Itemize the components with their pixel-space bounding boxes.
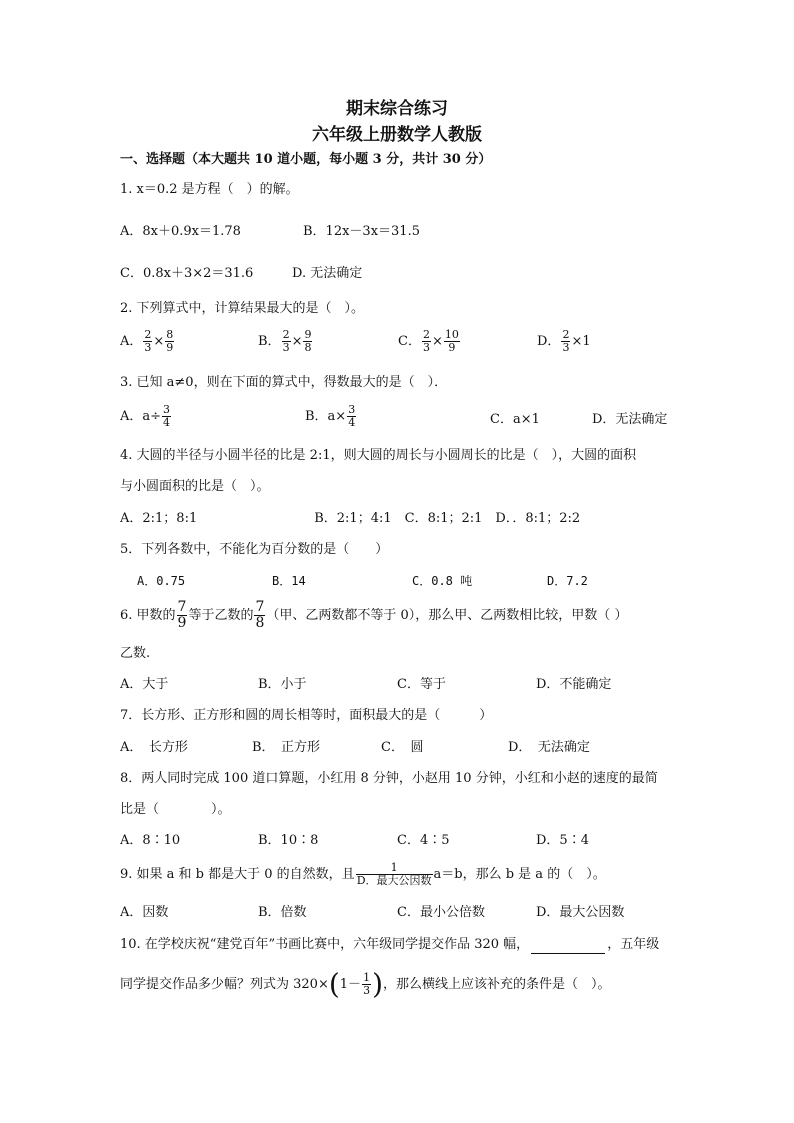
question-8-option-d: D．5∶4 xyxy=(536,833,589,848)
question-9-option-c: C．最小公倍数 xyxy=(397,905,485,920)
question-7-option-c: C． 圆 xyxy=(381,740,424,755)
question-8-option-a: A．8∶10 xyxy=(120,833,181,848)
question-2-option-c: C． $\frac{2}{3}$ × $\frac{10}{9}$ xyxy=(398,328,459,354)
fraction: $\frac{1}{3}$ xyxy=(363,971,371,997)
fraction: $\frac{7}{9}$ xyxy=(177,599,187,631)
question-6-option-c: C．等于 xyxy=(397,677,446,692)
fraction: $\frac{1}{\text{D．最大公因数}}$ xyxy=(356,861,432,887)
question-8-option-c: C．4∶5 xyxy=(397,833,450,848)
question-2-stem: 2. 下列算式中，计算结果最大的是（ ）。 xyxy=(120,301,365,316)
question-2-option-b: B． $\frac{2}{3}$ × $\frac{9}{8}$ xyxy=(258,328,312,354)
option-label: B． xyxy=(258,334,281,349)
question-3-option-c: C．a×1 xyxy=(490,412,540,427)
section-heading: 一、选择题（本大题共 10 道小题，每小题 3 分，共计 30 分） xyxy=(120,152,492,167)
question-9-stem: 9. 如果 a 和 b 都是大于 0 的自然数，且 $\frac{1}{\text{D．最大公因数}}$ a＝b，那么 b 是 a 的（ ）。 xyxy=(120,861,606,887)
page-subtitle: 六年级上册数学人教版 xyxy=(312,125,482,145)
left-paren: ( xyxy=(328,967,340,1001)
question-9-option-d: D．最大公因数 xyxy=(536,905,625,920)
question-1-option-c: C．0.8x＋3×2＝31.6 xyxy=(120,266,254,281)
question-7-option-a: A． 长方形 xyxy=(120,740,188,755)
fraction: $\frac{3}{4}$ xyxy=(348,403,356,429)
fraction: $\frac{2}{3}$ xyxy=(144,328,152,354)
question-4-options: A．2:1；8:1 B．2:1；4:1 C．8:1；2:1 D．．8:1；2:2 xyxy=(120,511,581,526)
question-10-line-1: 10. 在学校庆祝“建党百年”书画比赛中，六年级同学提交作品 320 幅， ，五年级 xyxy=(120,937,660,952)
fraction: $\frac{2}{3}$ xyxy=(562,328,570,354)
question-4-line-2: 与小圆面积的比是（ ）。 xyxy=(120,479,270,494)
option-label: A． xyxy=(120,334,143,349)
fraction: $\frac{9}{8}$ xyxy=(304,328,312,354)
question-1-option-d: D. 无法确定 xyxy=(292,266,363,281)
question-8-option-b: B．10∶8 xyxy=(258,833,319,848)
fraction: $\frac{2}{3}$ xyxy=(282,328,290,354)
question-1-stem: 1. x＝0.2 是方程（ ）的解。 xyxy=(120,182,299,197)
question-6-option-a: A．大于 xyxy=(120,677,169,692)
fraction: $\frac{3}{4}$ xyxy=(163,403,171,429)
question-10-line-2: 同学提交作品多少幅？列式为 320×(1－ $\frac{1}{3}$ )，那么横线上应该补充的条件是（ ）。 xyxy=(120,967,611,1001)
question-3-option-b: B．a× $\frac{3}{4}$ xyxy=(305,403,356,429)
question-5-option-b: B．14 xyxy=(272,574,306,588)
question-1-option-b: B．12x－3x＝31.5 xyxy=(303,224,420,239)
question-6-option-d: D．不能确定 xyxy=(536,677,612,692)
fraction: $\frac{10}{9}$ xyxy=(444,328,459,354)
question-6-line-2: 乙数. xyxy=(120,646,151,661)
question-7-stem: 7．长方形、正方形和圆的周长相等时，面积最大的是（ ） xyxy=(120,708,493,723)
fraction: $\frac{8}{9}$ xyxy=(166,328,174,354)
right-paren: ) xyxy=(372,967,383,1001)
question-5-option-c: C．0.8 吨 xyxy=(412,574,473,588)
question-7-option-b: B． 正方形 xyxy=(252,740,321,755)
fraction: $\frac{7}{8}$ xyxy=(255,599,265,631)
option-label: D． xyxy=(537,334,561,349)
question-5-option-d: D．7.2 xyxy=(547,574,588,588)
answer-blank xyxy=(531,941,605,954)
question-9-option-a: A．因数 xyxy=(120,905,169,920)
question-5-option-a: A．0.75 xyxy=(137,574,186,588)
option-label: C． xyxy=(398,334,421,349)
question-8-line-1: 8．两人同时完成 100 道口算题，小红用 8 分钟，小赵用 10 分钟，小红和小赵的速度的最简 xyxy=(120,771,658,786)
fraction: $\frac{2}{3}$ xyxy=(422,328,430,354)
question-7-option-d: D． 无法确定 xyxy=(508,740,590,755)
question-1-option-a: A．8x＋0.9x＝1.78 xyxy=(120,224,241,239)
question-3-stem: 3. 已知 a≠0，则在下面的算式中，得数最大的是（ ）． xyxy=(120,375,448,390)
question-2-option-a: A． $\frac{2}{3}$ × $\frac{8}{9}$ xyxy=(120,328,174,354)
question-5-stem: 5．下列各数中，不能化为百分数的是（ ） xyxy=(120,542,389,557)
question-9-option-b: B．倍数 xyxy=(258,905,307,920)
question-3-option-d: D．无法确定 xyxy=(592,412,668,427)
question-6-line-1: 6. 甲数的 $\frac{7}{9}$ 等于乙数的 $\frac{7}{8}$ （甲、乙两数都不等于 0），那么甲、乙两数相比较，甲数（ ） xyxy=(120,599,628,631)
question-3-option-a: A．a÷ $\frac{3}{4}$ xyxy=(120,403,171,429)
question-6-option-b: B．小于 xyxy=(258,677,307,692)
question-8-line-2: 比是（ ）。 xyxy=(120,802,231,817)
page-title: 期末综合练习 xyxy=(346,99,448,119)
question-2-option-d: D． $\frac{2}{3}$ ×1 xyxy=(537,328,591,354)
question-4-line-1: 4. 大圆的半径与小圆半径的比是 2:1，则大圆的周长与小圆周长的比是（ ），大圆的面积 xyxy=(120,448,637,463)
